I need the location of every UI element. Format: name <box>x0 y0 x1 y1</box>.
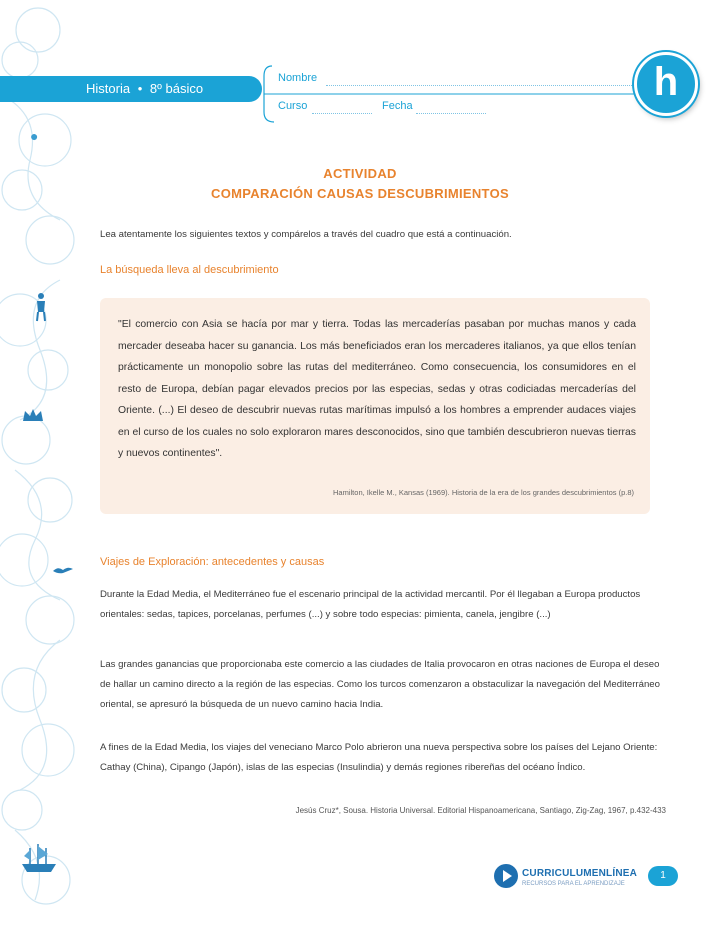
page-number: 1 <box>648 866 678 886</box>
subject-bar <box>0 76 262 102</box>
curriculum-logo[interactable] <box>494 862 638 892</box>
voyages-paragraph-3: A fines de la Edad Media, los viajes del veneciano Marco Polo abrieron una nueva perspectiva sobre los países del Lejano Oriente: Cathay (China), Cipango (Japón), islas de las especias (Insulindia) y demás regiones ribereñas del océano Índico. <box>100 742 658 773</box>
voyages-paragraph-2: Las grandes ganancias que proporcionaba este comercio a las ciudades de Italia provocaron en otras naciones de Europa el deseo de hallar un camino directo a la región de las especias. Como los turcos comenzaron a obstaculizar la navegación del Mediterráneo oriental, se apresuró la búsqueda de un nuevo camino hacia India. <box>100 659 660 710</box>
quote-text: "El comercio con Asia se hacía por mar y tierra. Todas las mercaderías pasaban por muchas manos y cada mercader deseaba hacer su ganancia. Los más beneficiados eran los mercaderes italianos, ya que ellos tenían prácticamente un monopolio sobre las rutas del mediterráneo. Como consecuencia, los consumidores en el resto de Europa, debían pagar elevados precios por las especias, sedas y otras codiciadas mercaderías del Oriente. (...) El deseo de descubrir nuevas rutas marítimas impulsó a los hombres a emprender audaces viajes en el curso de los cuales no solo exploraron mares desconocidos, sino que también descubrieron nuevas tierras y nuevos continentes". <box>118 319 636 459</box>
subject-label: Historia • 8º básico <box>86 81 204 96</box>
activity-subtitle: COMPARACIÓN CAUSAS DESCUBRIMIENTOS <box>211 186 509 201</box>
voyages-source: Jesús Cruz*, Sousa. Historia Universal. Editorial Hispanoamericana, Santiago, Zig-Zag, 1967, p.432-433 <box>295 806 666 815</box>
play-icon <box>494 864 518 888</box>
voyages-paragraph-1: Durante la Edad Media, el Mediterráneo fue el escenario principal de la actividad mercantil. Por él llegaban a Europa productos orientales: sedas, tapices, porcelanas, perfumes (...) y sobre todo especias: pimienta, canela, jengibre (...) <box>100 589 641 620</box>
globe-icon: ● <box>30 128 39 144</box>
course-field[interactable] <box>312 112 372 114</box>
brand-tagline: RECURSOS PARA EL APRENDIZAJE <box>522 881 625 887</box>
name-label: Nombre <box>278 72 318 84</box>
intro-text: Lea atentamente los siguientes textos y compárelos a través del cuadro que está a continuación. <box>100 229 512 240</box>
bird-icon <box>52 562 74 572</box>
h-logo: h <box>634 52 698 116</box>
student-info-form <box>262 64 642 124</box>
quote-source: Hamilton, Ikelle M., Kansas (1969). Historia de la era de los grandes descubrimientos (p.8) <box>333 488 634 497</box>
explorer-figure-icon <box>34 292 48 322</box>
crown-icon <box>22 408 44 422</box>
section-heading-voyages: Viajes de Exploración: antecedentes y causas <box>100 556 325 568</box>
form-bracket <box>262 64 642 124</box>
course-label: Curso <box>278 100 308 112</box>
ship-icon <box>18 842 60 874</box>
date-label: Fecha <box>382 100 413 112</box>
activity-title: ACTIVIDAD <box>323 166 397 181</box>
section-heading-search: La búsqueda lleva al descubrimiento <box>100 264 279 276</box>
quote-box <box>100 298 650 514</box>
name-field[interactable] <box>326 84 636 86</box>
decorative-swirl-border <box>0 0 80 933</box>
date-field[interactable] <box>416 112 486 114</box>
brand-name: CURRICULUMENLÍNEA <box>522 868 638 879</box>
